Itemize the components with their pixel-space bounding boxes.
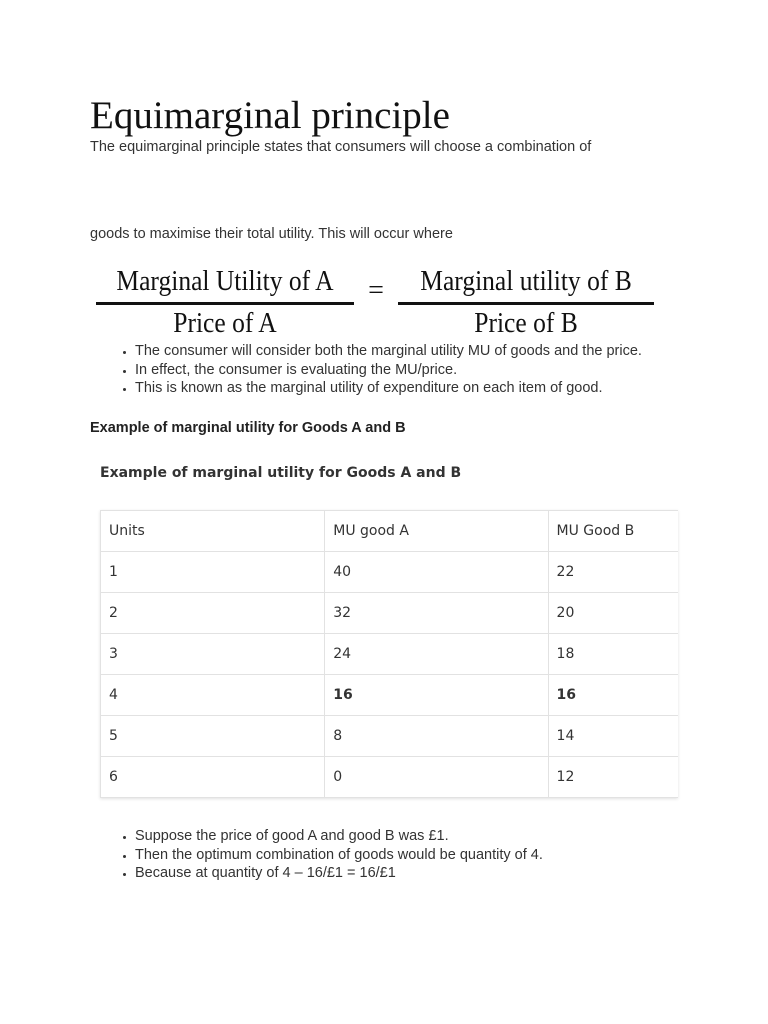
list-item: • Then the optimum combination of goods would be quantity of 4.	[135, 846, 695, 865]
table-row	[101, 716, 679, 757]
table-cell-bold: 16	[325, 675, 548, 716]
bullet-list-conclusion	[114, 827, 695, 883]
table-cell: 40	[325, 552, 548, 593]
table-header-row	[101, 511, 679, 552]
header-mu-good-b: MU Good B	[548, 511, 678, 552]
table-cell: 24	[325, 634, 548, 675]
formula-right-fraction	[398, 262, 654, 341]
formula-left-numerator: Marginal Utility of A	[116, 265, 334, 297]
list-item: • Suppose the price of good A and good B was £1.	[135, 827, 695, 846]
table-cell: 6	[101, 757, 325, 798]
page-title: Equimarginal principle	[90, 94, 450, 137]
table-cell: 22	[548, 552, 678, 593]
formula-right-denominator: Price of B	[474, 307, 578, 339]
list-item: • This is known as the marginal utility of expenditure on each item of good.	[135, 379, 695, 398]
intro-text-line-2: goods to maximise their total utility. This will occur where	[90, 226, 453, 242]
section-subheading: Example of marginal utility for Goods A and B	[90, 420, 406, 436]
table-row	[101, 552, 679, 593]
intro-text-line-1: The equimarginal principle states that consumers will choose a combination of	[90, 139, 592, 155]
table-row-highlight	[101, 675, 679, 716]
formula-left-fraction	[96, 262, 354, 341]
table-cell: 20	[548, 593, 678, 634]
formula-left-denominator: Price of A	[173, 307, 277, 339]
formula-equals-sign: =	[368, 275, 384, 306]
bullet-list-explanation	[114, 342, 695, 398]
table-cell: 14	[548, 716, 678, 757]
table-cell-bold: 16	[548, 675, 678, 716]
table-cell: 5	[101, 716, 325, 757]
formula-right-numerator: Marginal utility of B	[420, 265, 632, 297]
table-cell: 12	[548, 757, 678, 798]
list-item: • The consumer will consider both the marginal utility MU of goods and the price.	[135, 342, 695, 361]
table-cell: 32	[325, 593, 548, 634]
table-cell: 2	[101, 593, 325, 634]
list-item: • Because at quantity of 4 – 16/£1 = 16/£1	[135, 864, 695, 883]
table-row	[101, 634, 679, 675]
table-cell: 4	[101, 675, 325, 716]
marginal-utility-table-container	[100, 510, 678, 798]
table-row	[101, 593, 679, 634]
list-item: • In effect, the consumer is evaluating the MU/price.	[135, 361, 695, 380]
table-cell: 0	[325, 757, 548, 798]
table-cell: 3	[101, 634, 325, 675]
equimarginal-formula	[96, 262, 656, 342]
table-cell: 8	[325, 716, 548, 757]
header-units: Units	[101, 511, 325, 552]
marginal-utility-table	[100, 510, 678, 798]
table-row	[101, 757, 679, 798]
table-cell: 18	[548, 634, 678, 675]
table-title: Example of marginal utility for Goods A and B	[100, 465, 462, 481]
header-mu-good-a: MU good A	[325, 511, 548, 552]
table-cell: 1	[101, 552, 325, 593]
